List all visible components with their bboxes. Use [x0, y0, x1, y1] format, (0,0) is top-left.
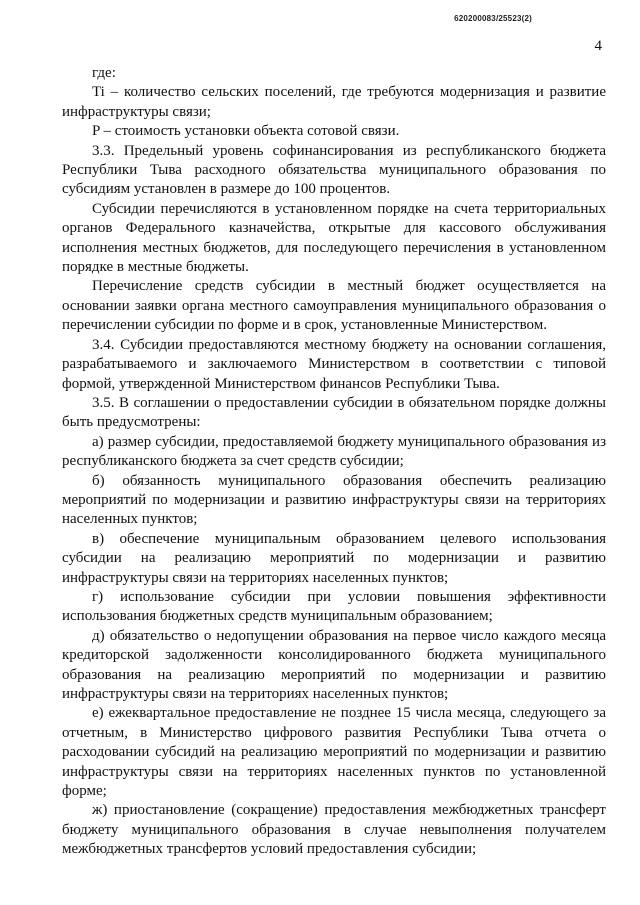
list-item-g: г) использование субсидии при условии повышения эффективности использования бюджетных средств муниципальным образованием; — [62, 588, 606, 625]
list-item-v: в) обеспечение муниципальным образованием целевого использования субсидии на реализацию мероприятий по модернизации и развитию инфраструктуры связи на территориях населенных пунктов; — [62, 530, 606, 586]
paragraph-where: где: — [92, 65, 116, 81]
list-item-a: а) размер субсидии, предоставляемой бюджету муниципального образования из республиканского бюджета за счет средств субсидии; — [62, 433, 606, 470]
list-item-b: б) обязанность муниципального образования обеспечить реализацию мероприятий по модернизации и развитию инфраструктуры связи на территориях населенных пунктов; — [62, 472, 606, 528]
paragraph-transfer: Субсидии перечисляются в установленном порядке на счета территориальных органов Федерального казначейства, открытые для кассового обслуживания исполнения местных бюджетов, для последующего перечисления в установленном порядке в местные бюджеты. — [62, 200, 606, 276]
paragraph-p-definition: P – стоимость установки объекта сотовой связи. — [92, 123, 400, 140]
list-item-zh: ж) приостановление (сокращение) предоставления межбюджетных трансферт бюджету муниципального образования в случае невыполнения получателем межбюджетных трансфертов условий предоставления субсидии; — [62, 802, 606, 858]
paragraph-3-5: 3.5. В соглашении о предоставлении субсидии в обязательном порядке должны быть предусмотрены: — [62, 394, 606, 431]
paragraph-3-4: 3.4. Субсидии предоставляются местному бюджету на основании соглашения, разрабатываемого и заключаемого Министерством в соответствии с типовой формой, утвержденной Министерством финансов Республики Тыва. — [62, 336, 606, 392]
document-body — [62, 64, 606, 860]
list-item-e: е) ежеквартальное предоставление не позднее 15 числа месяца, следующего за отчетным, в Министерство цифрового развития Республики Тыва отчета о расходовании субсидий на реализацию мероприятий по модернизации и развитию инфраструктуры связи на территориях населенных пунктов по установленной форме; — [62, 705, 606, 800]
paragraph-transfer-basis: Перечисление средств субсидии в местный бюджет осуществляется на основании заявки органа местного самоуправления муниципального образования о перечислении субсидии по форме и в срок, установленные Министерством. — [62, 278, 606, 334]
paragraph-ti-definition: Ti – количество сельских поселений, где требуются модернизация и развитие инфраструктуры связи; — [62, 84, 606, 120]
list-item-d: д) обязательство о недопущении образования на первое число каждого месяца кредиторской задолженности консолидированного бюджета муниципального образования на реализацию мероприятий по модернизации и развитию инфраструктуры связи на территориях населенных пунктов; — [62, 627, 606, 702]
page-number: 4 — [594, 38, 602, 54]
document-id: 620200083/25523(2) — [454, 14, 532, 23]
paragraph-3-3: 3.3. Предельный уровень софинансирования из республиканского бюджета Республики Тыва расходного обязательства муниципального образования по субсидиям установлен в размере до 100 процентов. — [62, 142, 606, 198]
